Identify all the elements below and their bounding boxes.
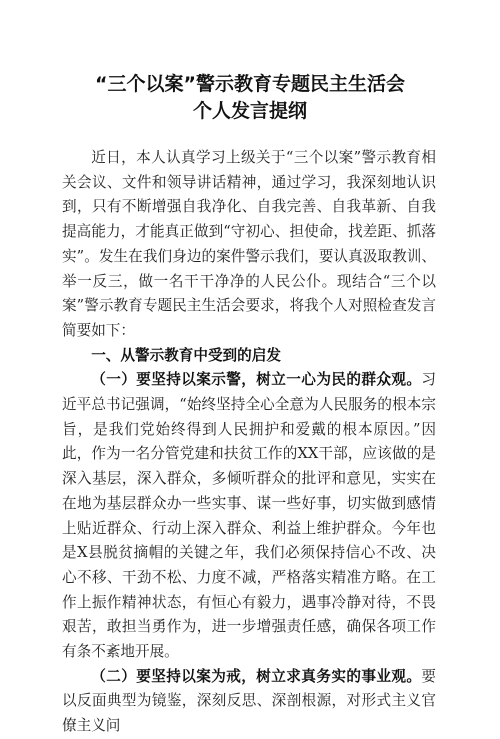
- item-paragraph-1: [62, 368, 436, 664]
- section-heading-1: 一、从警示教育中受到的启发: [91, 346, 281, 364]
- document-title-line-1: “三个以案”警示教育专题民主生活会: [95, 73, 405, 95]
- item-paragraph-2: [62, 665, 436, 739]
- item-heading-2: （二）要坚持以案为戒，树立求真务实的事业观。: [91, 667, 422, 685]
- item-heading-1: （一）要坚持以案示警，树立一心为民的群众观。: [91, 371, 422, 389]
- item-text-1: 习近平总书记强调，“始终坚持全心全意为人民服务的根本宗旨，是我们党始终得到人民拥护和爱戴的根本原因。”因此，作为一名分管党建和扶贫工作的XX干部，应该做的是深入基层，深入群众，多倾听群众的批评和意见，实实在在地为基层群众办一些实事、谋一些好事，切实做到感情上贴近群众、行动上深入群众、利益上维护群众。今年也是X县脱贫摘帽的关键之年，我们必须保持信心不改、决心不移、干劲不松、力度不减，严格落实精准方略。在工作上振作精神状态，有恒心有毅力，遇事冷静对待，不畏艰苦，敢担当勇作为，进一步增强责任感，确保各项工作有条不紊地开展。: [62, 371, 436, 661]
- document-body: [62, 146, 436, 739]
- document-title-line-2: 个人发言提纲: [192, 100, 307, 122]
- item-text-2: 要以反面典型为镜鉴，深刻反思、深剖根源，对形式主义官僚主义问: [62, 667, 436, 735]
- intro-paragraph: 近日，本人认真学习上级关于“三个以案”警示教育相关会议、文件和领导讲话精神，通过学习，我深刻地认识到，只有不断增强自我净化、自我完善、自我革新、自我提高能力，才能真正做到“守初心、担使命，找差距、抓落实”。发生在我们身边的案件警示我们，要认真汲取教训、举一反三，做一名干干净净的人民公仆。现结合“三个以案”警示教育专题民主生活会要求，将我个人对照检查发言简要如下：: [62, 149, 436, 339]
